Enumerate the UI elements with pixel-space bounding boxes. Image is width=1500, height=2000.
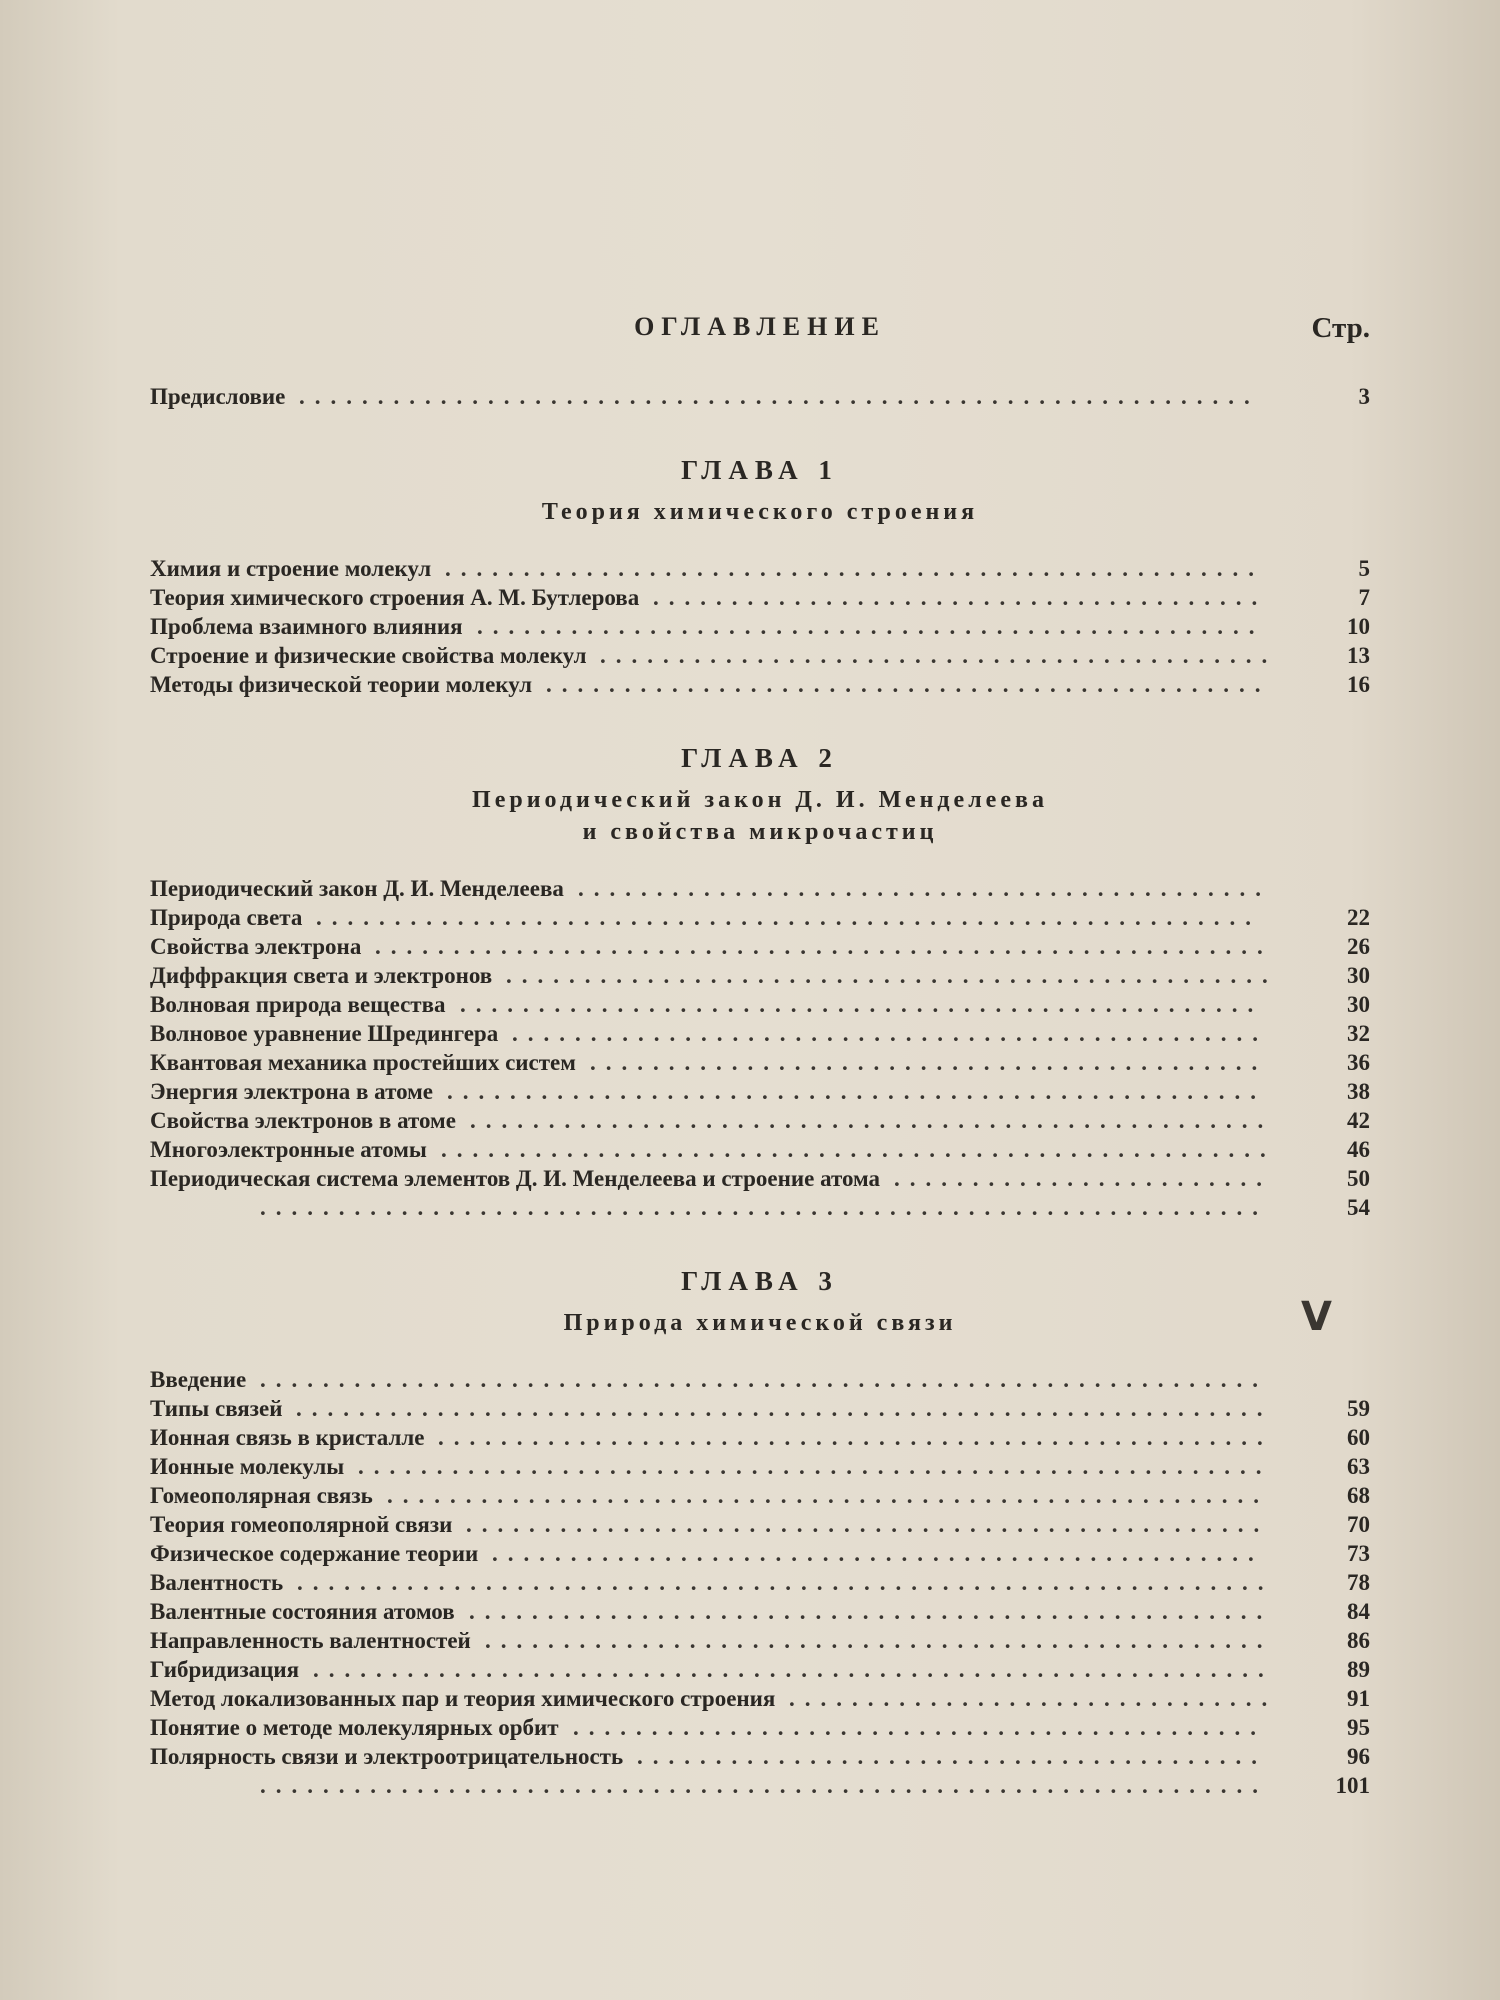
toc-entry [150,583,1370,612]
entry-label: Периодическая система элементов Д. И. Менделеева и строение атома [150,1166,881,1191]
entry-page: 7 [1358,585,1370,610]
entry-label: Волновое уравнение Шредингера [150,1021,499,1046]
entry-label: Метод локализованных пар и теория химического строения [150,1686,776,1711]
entry-page: 46 [1347,1137,1370,1162]
dot-leader: .............................................................. [297,1570,1274,1595]
entry-label: Диффракция света и электронов [150,963,493,988]
entry-label: Валентные состояния атомов [150,1599,455,1624]
entry-label: Ионные молекулы [150,1454,345,1479]
dot-leader: ................................................... [466,1512,1270,1537]
toc-entry [150,1684,1370,1713]
entry-page: 42 [1347,1108,1370,1133]
toc-entry [150,1019,1370,1048]
dot-leader: .................................................... [447,1079,1266,1104]
toc-entry [150,874,1370,903]
dot-leader: ............................................ [573,1715,1266,1740]
dot-leader: ......................................................... [375,934,1273,959]
toc-entry [150,1626,1370,1655]
toc-entry [150,1106,1370,1135]
dot-leader: ............................................ [578,876,1271,901]
chapter-1-entries [150,554,1370,699]
entry-page: 59 [1347,1396,1370,1421]
dot-leader: .......................................................... [358,1454,1272,1479]
entry-page: 22 [1347,905,1370,930]
entry-label: Теория гомеополярной связи [150,1512,453,1537]
toc-entry-preface [150,382,1370,411]
entry-label: Волновая природа вещества [150,992,446,1017]
chapter-2-title-line-2: и свойства микрочастиц [582,819,938,845]
entry-label: Свойства электрона [150,934,362,959]
dot-leader: ........................................... [600,643,1278,668]
entry-label: Химия и строение молекул [150,556,432,581]
entry-label: Введение [150,1367,247,1392]
toc-entry [150,1597,1370,1626]
dot-leader: ................................................ [512,1021,1268,1046]
entry-label: Природа света [150,905,303,930]
toc-entry [150,641,1370,670]
entry-page: 91 [1347,1686,1370,1711]
dot-leader: ........................ [894,1166,1272,1191]
dot-leader: ........................................................ [387,1483,1269,1508]
entry-label: Квантовая механика простейших систем [150,1050,576,1075]
page-column-label: Стр. [1311,312,1370,344]
entry-label: Методы физической теории молекул [150,672,533,697]
chapter-1-label: ГЛАВА 1 [681,455,839,485]
dot-leader: ............................................................. [313,1657,1274,1682]
entry-page: 26 [1347,934,1370,959]
toc-entry [150,1742,1370,1771]
entry-label: Энергия электрона в атоме [150,1079,434,1104]
dot-leader: ................................................... [460,992,1264,1017]
dot-leader: ................................................................ [260,1195,1268,1220]
toc-title: ОГЛАВЛЕНИЕ [634,312,886,341]
dot-leader: .................................................. [477,614,1265,639]
dot-leader: ................................................... [469,1599,1273,1624]
dot-leader: ................................................................ [260,1367,1268,1392]
entry-label: Свойства электронов в атоме [150,1108,456,1133]
dot-leader: ................................................... [470,1108,1274,1133]
entry-page: 5 [1358,556,1370,581]
entry-page: 54 [1347,1195,1370,1220]
entry-label: Гибридизация [150,1657,300,1682]
entry-label: Теория химического строения А. М. Бутлерова [150,585,640,610]
toc-entry [150,1365,1370,1394]
chapter-1-title-text: Теория химического строения [541,499,979,525]
toc-entry [150,554,1370,583]
toc-entry [150,1423,1370,1452]
entry-page: 63 [1347,1454,1370,1479]
chapter-2-entries [150,874,1370,1222]
entry-page: 96 [1347,1744,1370,1769]
entry-page: 3 [1358,384,1370,409]
toc-entry [150,670,1370,699]
chapter-3-title-text: Природа химической связи [563,1310,957,1336]
dot-leader: .................................................. [485,1628,1273,1653]
entry-page: 78 [1347,1570,1370,1595]
dot-leader: ........................................ [637,1744,1267,1769]
entry-label: Понятие о методе молекулярных орбит [150,1715,559,1740]
entry-label: Проблема взаимного влияния [150,614,463,639]
entry-label: Гомеополярная связь [150,1483,373,1508]
chapter-2-title-line-1: Периодический закон Д. И. Менделеева [472,787,1048,813]
entry-page: 50 [1347,1166,1370,1191]
entry-label: Строение и физические свойства молекул [150,643,587,668]
entry-page: 30 [1347,992,1370,1017]
dot-leader: ..................................................... [438,1425,1273,1450]
toc-entry [150,1481,1370,1510]
entry-page: 84 [1347,1599,1370,1624]
chapter-3-label: ГЛАВА 3 [681,1266,839,1296]
dot-leader: .............................................. [546,672,1271,697]
dot-leader: ........................................... [590,1050,1268,1075]
dot-leader: ................................................................ [260,1773,1268,1798]
entry-page: 32 [1347,1021,1370,1046]
table-of-contents [150,300,1370,1800]
toc-entry [150,612,1370,641]
toc-entry [150,1771,1370,1800]
toc-entry [150,1452,1370,1481]
entry-page: 68 [1347,1483,1370,1508]
chapter-3-entries [150,1365,1370,1800]
entry-page: 16 [1347,672,1370,697]
toc-entry [150,1394,1370,1423]
dot-leader: ................................................. [506,963,1278,988]
dot-leader: ..................................................... [441,1137,1276,1162]
entry-label: Многоэлектронные атомы [150,1137,427,1162]
entry-page: 60 [1347,1425,1370,1450]
chapter-2-label: ГЛАВА 2 [681,743,839,773]
toc-header [150,300,1370,360]
toc-entry [150,1510,1370,1539]
entry-label: Ионная связь в кристалле [150,1425,425,1450]
entry-label: Предисловие [150,384,286,409]
entry-page: 89 [1347,1657,1370,1682]
chapter-3-title [150,1294,1370,1340]
entry-label: Направленность валентностей [150,1628,471,1653]
dot-leader: ....................................... [653,585,1268,610]
toc-entry [150,1655,1370,1684]
chapter-2-title [150,784,1370,848]
entry-page: 95 [1347,1715,1370,1740]
entry-label: Периодический закон Д. И. Менделеева [150,876,564,901]
entry-page: 30 [1347,963,1370,988]
entry-page: 38 [1347,1079,1370,1104]
toc-entry [150,1568,1370,1597]
toc-entry [150,990,1370,1019]
dot-leader: .............................................................. [296,1396,1273,1421]
dot-leader: ............................... [789,1686,1278,1711]
entry-page: 101 [1335,1773,1370,1798]
chapter-1-title [150,496,1370,528]
dot-leader: ............................................................. [299,384,1260,409]
entry-page: 10 [1347,614,1370,639]
entry-page: 13 [1347,643,1370,668]
entry-label: Валентность [150,1570,284,1595]
handwritten-check-mark: V [1301,1294,1336,1340]
toc-entry [150,1135,1370,1164]
dot-leader: ................................................. [492,1541,1264,1566]
toc-entry [150,1713,1370,1742]
toc-entry [150,1193,1370,1222]
toc-entry [150,1539,1370,1568]
toc-entry [150,961,1370,990]
entry-label: Физическое содержание теории [150,1541,479,1566]
entry-label: Полярность связи и электроотрицательность [150,1744,624,1769]
entry-page: 70 [1347,1512,1370,1537]
dot-leader: .................................................... [445,556,1264,581]
entry-page: 86 [1347,1628,1370,1653]
toc-entry [150,932,1370,961]
entry-label: Типы связей [150,1396,283,1421]
toc-entry [150,1048,1370,1077]
toc-entry [150,903,1370,932]
dot-leader: ............................................................ [316,905,1261,930]
toc-entry [150,1077,1370,1106]
entry-page: 73 [1347,1541,1370,1566]
toc-entry [150,1164,1370,1193]
entry-page: 36 [1347,1050,1370,1075]
